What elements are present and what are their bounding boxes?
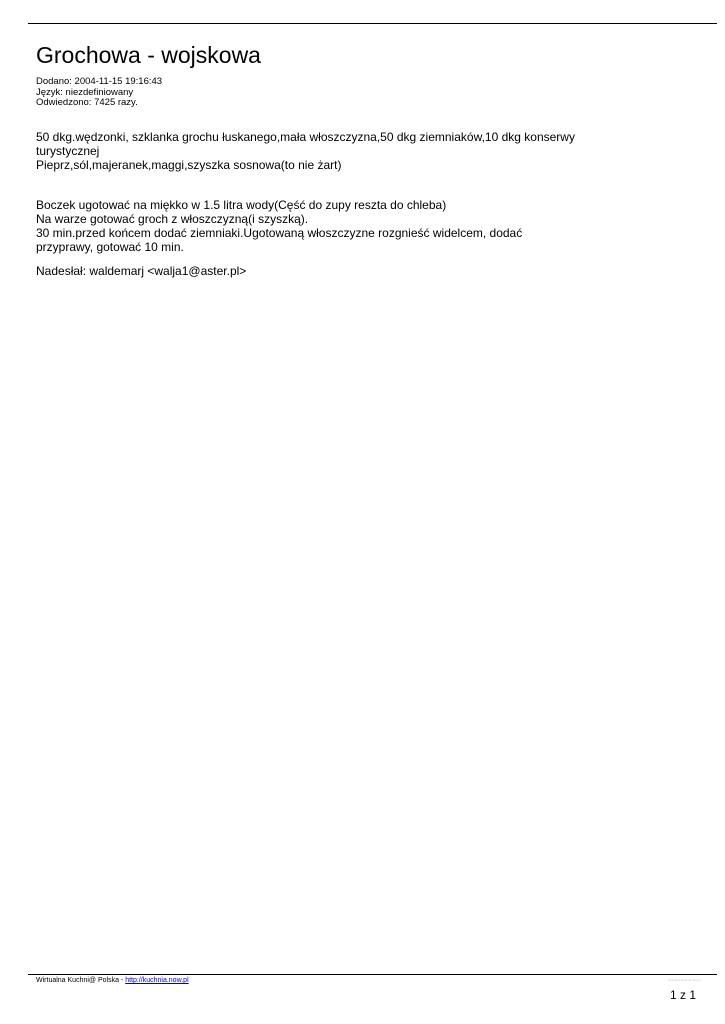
meta-visits: Odwiedzono: 7425 razy.	[36, 97, 138, 108]
footer-rule	[28, 974, 717, 975]
footer-site-link[interactable]: http://kuchnia.now.pl	[125, 977, 189, 984]
footer-site-text: Wirtualna Kuchni@ Polska -	[36, 977, 126, 984]
recipe-meta	[36, 77, 162, 109]
meta-language: Język: niezdefiniowany	[36, 86, 134, 98]
footer	[36, 976, 189, 985]
ingredients-section	[36, 130, 575, 172]
footer-stamp: wirtualna.kuchnia.now.pl	[668, 978, 701, 982]
preparation-line: 30 min.przed końcem dodać ziemniaki.Ugotowaną włoszczyzne rozgnieść widelcem, dodać	[36, 226, 523, 240]
author-line: Nadesłał: waldemarj <walja1@aster.pl>	[36, 264, 247, 278]
ingredients-line: Pieprz,sól,majeranek,maggi,szyszka sosnowa(to nie żart)	[36, 158, 342, 172]
preparation-line: Boczek ugotować na miękko w 1.5 litra wody(Cęść do zupy reszta do chleba)	[36, 198, 447, 212]
preparation-section	[36, 198, 522, 254]
preparation-line: Na warze gotować groch z włoszczyzną(i szyszką).	[36, 212, 309, 226]
ingredients-line: turystycznej	[36, 144, 100, 158]
header-rule	[28, 23, 717, 24]
page-number: 1 z 1	[670, 988, 697, 1002]
ingredients-line: 50 dkg.wędzonki, szklanka grochu łuskanego,mała włoszczyzna,50 dkg ziemniaków,10 dkg konserwy	[36, 130, 575, 144]
preparation-line: przyprawy, gotować 10 min.	[36, 240, 184, 254]
meta-added: Dodano: 2004-11-15 19:16:43	[36, 76, 163, 87]
page-title: Grochowa - wojskowa	[36, 42, 261, 68]
